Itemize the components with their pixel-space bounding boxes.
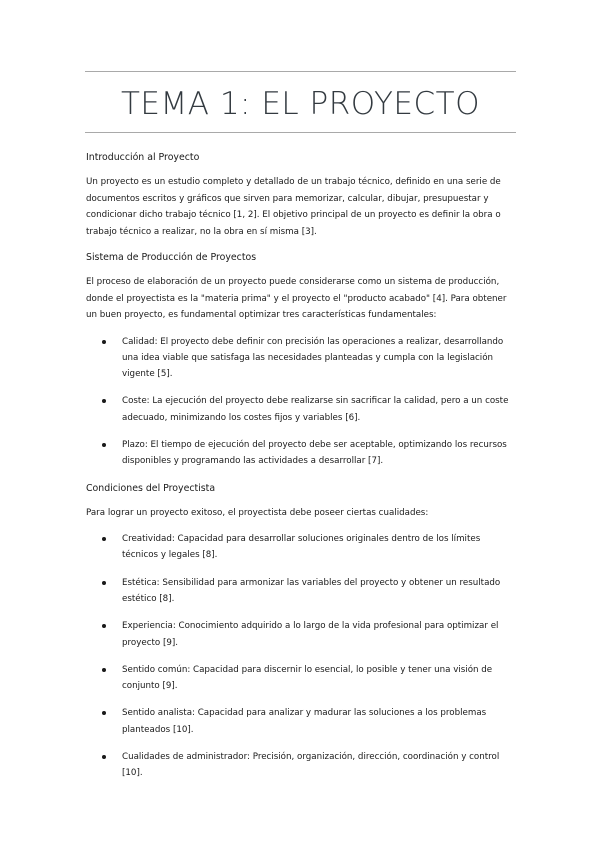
list-item-text: Estética: Sensibilidad para armonizar las variables del proyecto y obtener un resultado estético [8].: [122, 577, 501, 604]
section-paragraph-introduccion: Un proyecto es un estudio completo y detallado de un trabajo técnico, definido en una serie de documentos escritos y gráficos que sirven para memorizar, calcular, dibujar, presupuestar y condicionar dicho trabajo técnico [1, 2]. El objetivo principal de un proyecto es definir la obra o trabajo técnico a realizar, no la obra en sí misma [3].: [86, 177, 501, 237]
list-item-text: Sentido común: Capacidad para discernir lo esencial, lo posible y tener una visión de conjunto [9].: [122, 664, 493, 692]
qualities-list: [86, 531, 516, 782]
bullet-icon: [102, 399, 106, 403]
document-body: [86, 150, 516, 793]
list-item-calidad: [86, 334, 516, 383]
list-item-sentido-comun: [86, 662, 516, 695]
section-paragraph-condiciones-proyectista: Para lograr un proyecto exitoso, el proyectista debe poseer ciertas cualidades:: [86, 507, 429, 518]
bullet-icon: [102, 624, 106, 628]
document-title: TEMA 1: EL PROYECTO: [120, 86, 480, 122]
section-heading-introduccion: Introducción al Proyecto: [86, 152, 200, 163]
bullet-icon: [102, 340, 106, 344]
list-item-text: Cualidades de administrador: Precisión, organización, dirección, coordinación y control [10].: [122, 752, 500, 779]
list-item-text: Coste: La ejecución del proyecto debe realizarse sin sacrificar la calidad, pero a un coste adecuado, minimizando los costes fijos y variables [6].: [122, 396, 509, 423]
title-top-rule: [85, 71, 516, 72]
characteristics-list: [86, 334, 516, 470]
list-item-creatividad: [86, 531, 516, 564]
list-item-cualidades-administrador: [86, 749, 516, 782]
bullet-icon: [102, 755, 106, 759]
list-item-text: Sentido analista: Capacidad para analizar y madurar las soluciones a los problemas planteados [10].: [122, 708, 487, 735]
bullet-icon: [102, 443, 106, 447]
list-item-experiencia: [86, 618, 516, 651]
bullet-icon: [102, 537, 106, 541]
list-item-text: Experiencia: Conocimiento adquirido a lo largo de la vida profesional para optimizar el proyecto [9].: [122, 621, 499, 648]
list-item-estetica: [86, 575, 516, 608]
section-heading-condiciones-proyectista: Condiciones del Proyectista: [86, 482, 216, 494]
bullet-icon: [102, 711, 106, 715]
bullet-icon: [102, 581, 106, 585]
list-item-text: Plazo: El tiempo de ejecución del proyecto debe ser aceptable, optimizando los recursos disponibles y programando las actividades a desarrollar [7].: [122, 439, 507, 467]
title-bottom-rule: [85, 132, 516, 133]
list-item-plazo: [86, 437, 516, 470]
section-paragraph-sistema-produccion: El proceso de elaboración de un proyecto puede considerarse como un sistema de producción, donde el proyectista es la "materia prima" y el proyecto el "producto acabado" [4]. Para obtener un buen proyecto, es fundamental optimizar tres características fundamentales:: [86, 277, 507, 320]
section-heading-sistema-produccion: Sistema de Producción de Proyectos: [86, 252, 257, 263]
bullet-icon: [102, 668, 106, 672]
list-item-sentido-analista: [86, 705, 516, 738]
list-item-coste: [86, 393, 516, 426]
list-item-text: Creatividad: Capacidad para desarrollar soluciones originales dentro de los límites técnicos y legales [8].: [122, 534, 481, 561]
list-item-text: Calidad: El proyecto debe definir con precisión las operaciones a realizar, desarrollando una idea viable que satisfaga las necesidades planteadas y cumpla con la legislación vigente [5].: [122, 336, 504, 380]
